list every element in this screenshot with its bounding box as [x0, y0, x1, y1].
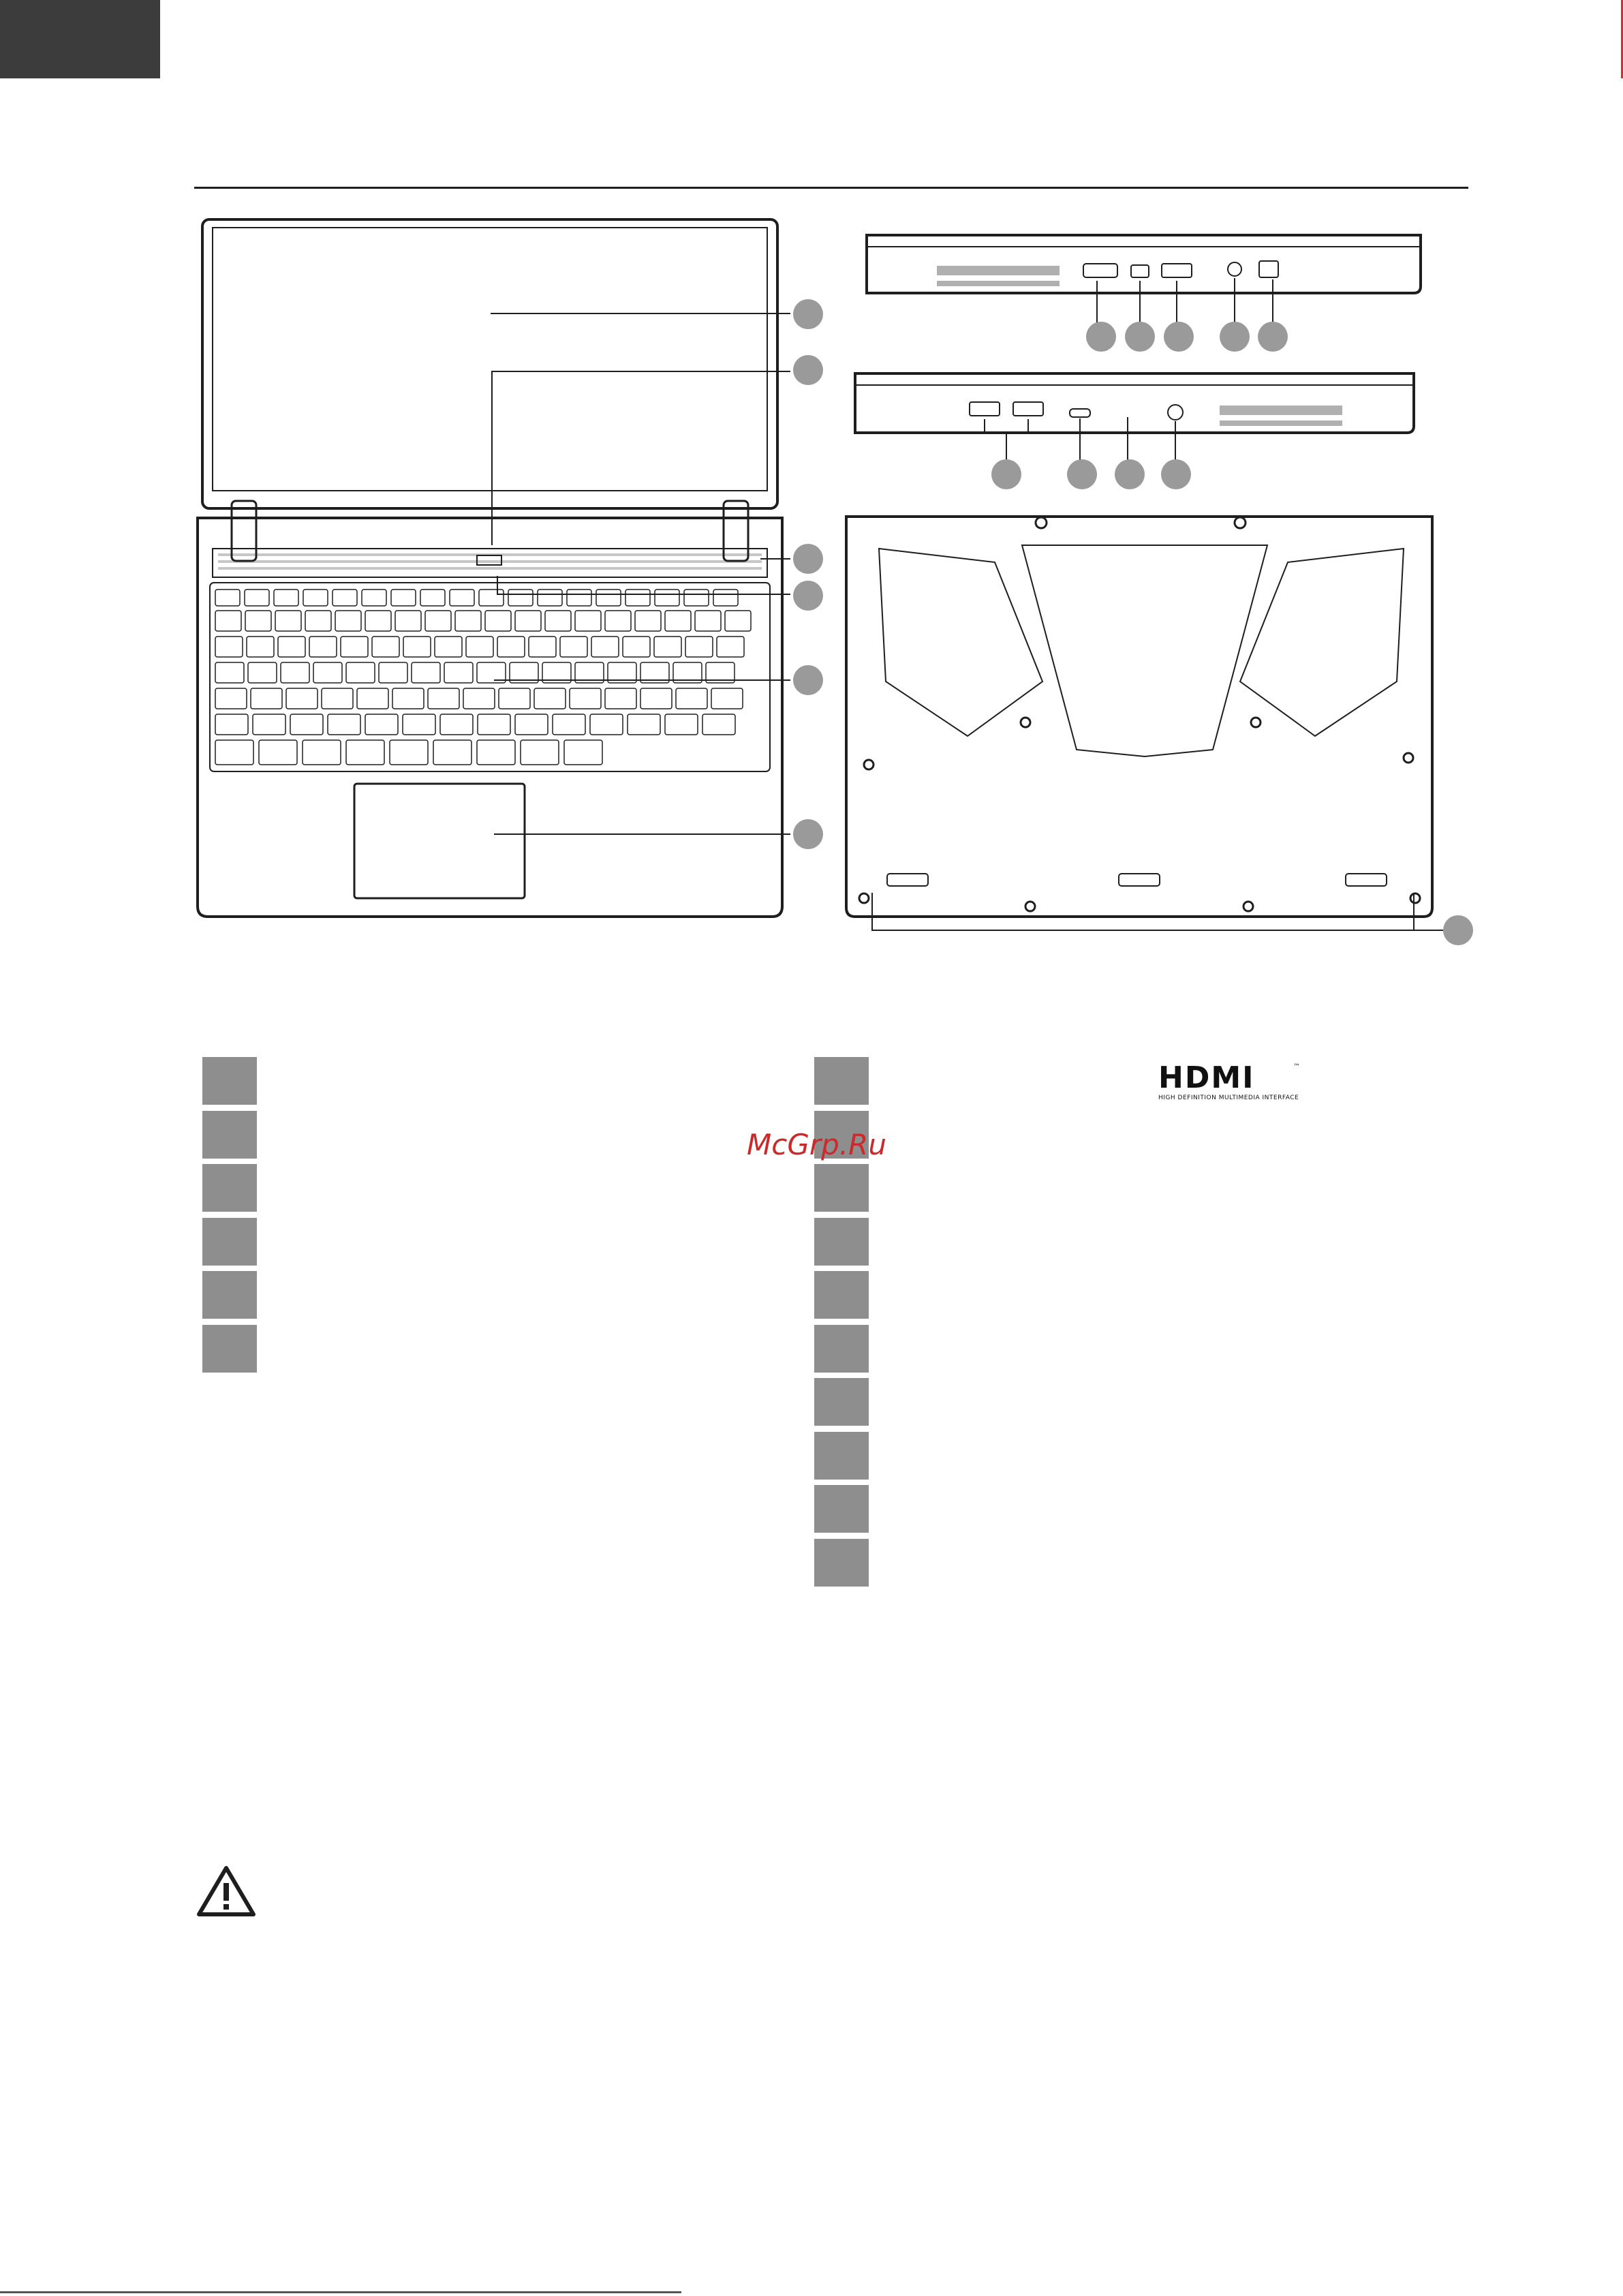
keyboard-key	[635, 611, 661, 631]
touchpad	[354, 784, 525, 898]
keyboard-key	[570, 688, 601, 709]
callout-circles	[793, 299, 1473, 945]
keyboard-key	[625, 590, 650, 606]
keyboard-key	[365, 611, 391, 631]
keyboard-key	[275, 611, 301, 631]
screw-holes	[859, 517, 1420, 911]
legend-box-right-10	[814, 1539, 869, 1587]
keyboard-key	[684, 590, 709, 606]
legend-box-right-1	[814, 1057, 869, 1105]
keyboard-key	[253, 714, 285, 735]
watermark-text: McGrp.Ru	[747, 1128, 886, 1161]
keyboard-key	[303, 740, 341, 765]
keyboard-key	[508, 590, 533, 606]
legend-box-left-2	[202, 1111, 257, 1159]
keyboard-key	[390, 740, 428, 765]
legend-box-right-7	[814, 1378, 869, 1426]
keyboard-key	[478, 714, 510, 735]
keyboard-key	[245, 611, 271, 631]
keyboard-key	[605, 611, 631, 631]
keyboard-key	[591, 637, 619, 657]
keyboard-key	[605, 688, 636, 709]
keyboard-key	[485, 611, 511, 631]
keyboard-key	[357, 688, 388, 709]
legend-box-right-3	[814, 1164, 869, 1212]
legend-box-right-5	[814, 1271, 869, 1319]
keyboard-key	[392, 688, 424, 709]
hdmi-logo	[1158, 1060, 1301, 1103]
legend-box-right-8	[814, 1432, 869, 1480]
keyboard-key	[444, 662, 473, 683]
callout-leaders	[491, 278, 1451, 930]
keyboard-key	[545, 611, 571, 631]
legend-box-left-4	[202, 1218, 257, 1266]
keyboard-key	[590, 714, 623, 735]
legend-box-left-1	[202, 1057, 257, 1105]
keyboard-key	[567, 590, 591, 606]
keyboard-key	[466, 637, 493, 657]
keyboard-key	[251, 688, 282, 709]
keyboard-key	[623, 637, 650, 657]
keyboard-key	[515, 611, 541, 631]
keyboard-key	[395, 611, 421, 631]
keyboard-key	[305, 611, 331, 631]
keyboard-key	[695, 611, 721, 631]
keyboard-key	[711, 688, 743, 709]
keyboard-key	[346, 740, 384, 765]
keyboard-key	[575, 611, 601, 631]
keyboard-key	[654, 637, 681, 657]
keyboard-key	[247, 637, 274, 657]
keyboard-key	[403, 714, 435, 735]
keyboard-key	[529, 637, 556, 657]
keyboard-key	[499, 688, 530, 709]
keyboard-key	[346, 662, 375, 683]
keyboard-key	[313, 662, 342, 683]
keyboard-key	[479, 590, 504, 606]
keyboard-key	[286, 688, 318, 709]
keyboard-key	[553, 714, 585, 735]
display-panel	[213, 228, 767, 491]
legend-box-right-6	[814, 1325, 869, 1373]
legend-box-right-9	[814, 1485, 869, 1533]
keyboard-key	[215, 714, 248, 735]
keyboard-key	[215, 590, 240, 606]
keyboard-key	[328, 714, 360, 735]
keyboard-key	[435, 637, 462, 657]
keyboard-key	[274, 590, 298, 606]
keyboard-key	[290, 714, 323, 735]
keyboard-key	[596, 590, 621, 606]
keyboard-key	[428, 688, 459, 709]
keyboard-key	[538, 590, 562, 606]
keyboard-key	[215, 637, 243, 657]
hdmi-trademark: ™	[1293, 1063, 1300, 1071]
keyboard-key	[685, 637, 713, 657]
keyboard-key	[335, 611, 361, 631]
grille-dots	[218, 553, 762, 570]
legend-box-left-6	[202, 1325, 257, 1373]
footer-rule	[0, 2291, 681, 2293]
keyboard-key	[665, 714, 698, 735]
keyboard-key	[278, 637, 305, 657]
keyboard-key	[640, 688, 672, 709]
keyboard-key	[379, 662, 407, 683]
keyboard-key	[365, 714, 398, 735]
keyboard-key	[521, 740, 559, 765]
keyboard-key	[515, 714, 548, 735]
keyboard-key	[309, 637, 337, 657]
keyboard-key	[702, 714, 735, 735]
keyboard-key	[215, 662, 244, 683]
keyboard-key	[391, 590, 416, 606]
keyboard-key	[281, 662, 309, 683]
keyboard-key	[412, 662, 440, 683]
keyboard-key	[450, 590, 474, 606]
keyboard-key	[497, 637, 525, 657]
bottom-vents	[879, 545, 1404, 756]
keyboard-key	[215, 688, 247, 709]
keyboard-key	[655, 590, 679, 606]
keyboard-key	[433, 740, 472, 765]
keyboard-key	[717, 637, 744, 657]
keyboard-key	[303, 590, 328, 606]
keyboard-key	[333, 590, 357, 606]
keyboard-key	[725, 611, 751, 631]
hdmi-logo-word: HDMI	[1158, 1060, 1255, 1095]
keyboard-key	[341, 637, 368, 657]
legend-box-left-5	[202, 1271, 257, 1319]
keyboard-key	[403, 637, 431, 657]
keyboard-key	[463, 688, 495, 709]
keyboard-key	[215, 740, 253, 765]
keyboard-key	[440, 714, 473, 735]
legend-box-right-4	[814, 1218, 869, 1266]
keyboard-keys	[215, 590, 751, 765]
keyboard-key	[215, 611, 241, 631]
keyboard-key	[322, 688, 353, 709]
keyboard-key	[420, 590, 445, 606]
keyboard-key	[665, 611, 691, 631]
keyboard-key	[560, 637, 587, 657]
keyboard-key	[248, 662, 277, 683]
keyboard-key	[259, 740, 297, 765]
warning-triangle-icon	[196, 1864, 256, 1918]
keyboard-key	[245, 590, 269, 606]
keyboard-key	[564, 740, 602, 765]
legend-box-left-3	[202, 1164, 257, 1212]
keyboard-key	[477, 740, 515, 765]
keyboard-key	[372, 637, 399, 657]
keyboard-key	[713, 590, 738, 606]
keyboard-key	[676, 688, 707, 709]
hdmi-tagline: HIGH DEFINITION MULTIMEDIA INTERFACE	[1158, 1095, 1299, 1101]
keyboard-key	[455, 611, 481, 631]
keyboard-key	[362, 590, 386, 606]
display-lid	[202, 219, 777, 508]
keyboard-key	[628, 714, 660, 735]
keyboard-key	[425, 611, 451, 631]
keyboard-key	[534, 688, 566, 709]
